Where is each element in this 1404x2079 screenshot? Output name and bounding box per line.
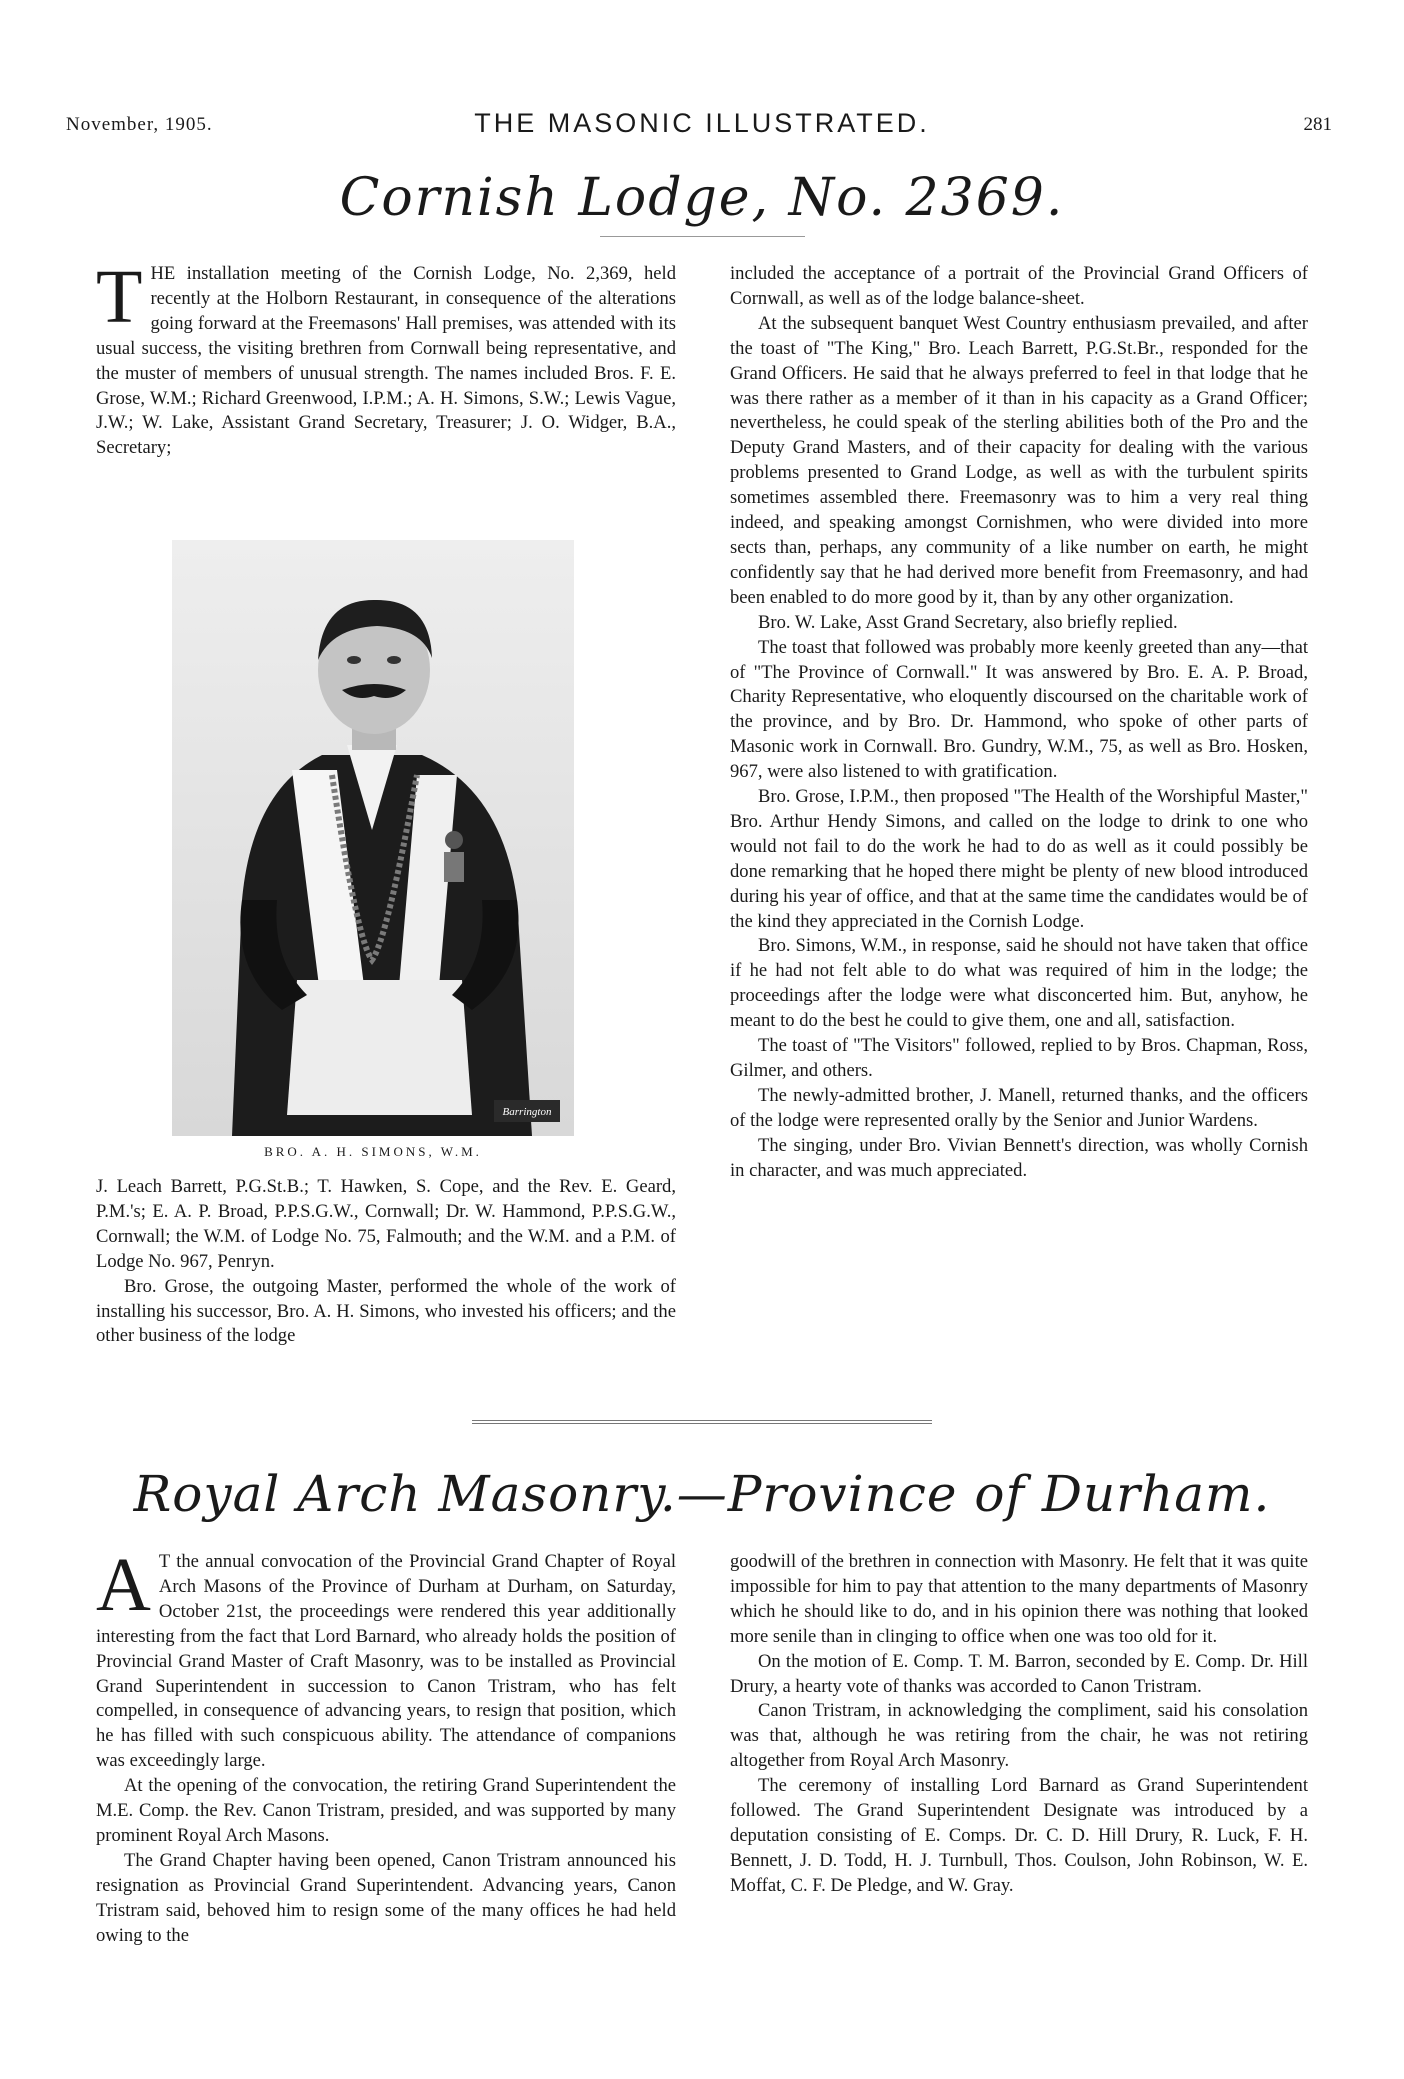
article1-right-column <box>730 262 1308 1184</box>
paragraph: The singing, under Bro. Vivian Bennett's direction, was wholly Cornish in character, and was much appreciated. <box>730 1134 1308 1181</box>
article1-left-after <box>96 1175 676 1349</box>
intro-paragraph <box>96 1543 676 1774</box>
paragraph: The toast that followed was probably more keenly greeted than any—that of "The Province of Cornwall." It was answered by Bro. E. A. P. Broad, Charity Representative, who eloquently discoursed on the charitable work of the province, and by Bro. Dr. Hammond, who spoke of other parts of Masonic work in Cornwall. Bro. Gundry, W.M., 75, as well as Bro. Hosken, 967, were also listened to with gratification. <box>730 636 1308 783</box>
paragraph: J. Leach Barrett, P.G.St.B.; T. Hawken, S. Cope, and the Rev. E. Geard, P.M.'s; E. A. P. Broad, P.P.S.G.W., Cornwall; Dr. W. Hammond, P.P.S.G.W., Cornwall; the W.M. of Lodge No. 75, Falmouth; and the W.M. and a P.M. of Lodge No. 967, Penryn. <box>96 1176 676 1272</box>
article2-right-column <box>730 1550 1308 1899</box>
paragraph: At the opening of the convocation, the retiring Grand Superintendent the M.E. Comp. the Rev. Canon Tristram, presided, and was supported by many prominent Royal Arch Masons. <box>96 1775 676 1846</box>
paragraph: The toast of "The Visitors" followed, replied to by Bros. Chapman, Ross, Gilmer, and others. <box>730 1035 1308 1081</box>
paragraph: On the motion of E. Comp. T. M. Barron, seconded by E. Comp. Dr. Hill Drury, a hearty vote of thanks was accorded to Canon Tristram. <box>730 1650 1308 1697</box>
paragraph: The newly-admitted brother, J. Manell, returned thanks, and the officers of the lodge were represented orally by the Senior and Junior Wardens. <box>730 1084 1308 1131</box>
portrait-caption: BRO. A. H. SIMONS, W.M. <box>264 1144 482 1159</box>
paragraph: included the acceptance of a portrait of the Provincial Grand Officers of Cornwall, as well as of the lodge balance-sheet. <box>730 263 1308 309</box>
intro-text: T the annual convocation of the Provincial Grand Chapter of Royal Arch Masons of the Province of Durham at Durham, on Saturday, October 21st, the proceedings were rendered this year additionally interesting from the fact that Lord Barnard, who already holds the position of Provincial Grand Master of Craft Masonry, was to be installed as Provincial Grand Superintendent in succession to Canon Tristram, who has felt compelled, in consequence of advancing years, to resign that position, which he has filled with such conspicuous ability. The attendance of companions was exceedingly large. <box>96 1551 676 1772</box>
article-title-cornish-lodge: Cornish Lodge, No. 2369. <box>339 168 1065 228</box>
paragraph: The Grand Chapter having been opened, Canon Tristram announced his resignation as Provincial Grand Superintendent. Advancing years, Canon Tristram said, behoved him to resign some of the many offices he had held owing to the <box>96 1849 676 1946</box>
article1-left-intro <box>96 255 676 461</box>
portrait-illustration <box>172 540 574 1136</box>
running-head <box>0 108 1404 148</box>
issue-date: November, 1905. <box>66 114 213 135</box>
article-title-royal-arch: Royal Arch Masonry.—Province of Durham. <box>133 1465 1271 1523</box>
portrait-photo <box>172 540 574 1136</box>
paragraph: Bro. W. Lake, Asst Grand Secretary, also briefly replied. <box>758 611 1178 633</box>
paragraph: Canon Tristram, in acknowledging the compliment, said his consolation was that, although he was retiring from the chair, he was not retiring altogether from Royal Arch Masonry. <box>730 1700 1308 1772</box>
paragraph: At the subsequent banquet West Country enthusiasm prevailed, and after the toast of "The King," Bro. Leach Barrett, P.G.St.Br., responded for the Grand Officers. He said that he always preferred to feel in that lodge that he was there rather as a member of it than in his capacity as a Grand Officer; nevertheless, he could speak of the sterling abilities both of the Pro and the Deputy Grand Masters, and of their capacity for dealing with the various problems presented to Grand Lodge, as well as with the turbulent spirits sometimes assembled there. Freemasonry was to him a very real thing indeed, and speaking amongst Cornishmen, who were divided into more sects than, perhaps, any community of a like number on earth, he might confidently say that he had derived more benefit from Freemasonry, and had been enabled to do more good by it, than by any other organization. <box>730 312 1308 608</box>
drop-cap: A <box>96 1543 151 1627</box>
paragraph: Bro. Grose, I.P.M., then proposed "The Health of the Worshipful Master," Bro. Arthur Hendy Simons, and called on the lodge to drink to one who would not fail to do the work he had to do as well as it could possibly be done remarking that he hoped there might be plenty of new blood introduced during his year of office, and that at the same time the candidates would be of the kind they appreciated in the Cornish Lodge. <box>730 786 1308 932</box>
paragraph: Bro. Grose, the outgoing Master, performed the whole of the work of installing his successor, Bro. A. H. Simons, who invested his officers; and the other business of the lodge <box>96 1275 676 1347</box>
paragraph: Bro. Simons, W.M., in response, said he should not have taken that office if he had not felt able to do what was required of him in the lodge; the proceedings after the lodge were what disconcerted him. But, anyhow, he meant to do the best he could to give them, one and all, satisfaction. <box>730 935 1308 1032</box>
article2-left-column <box>96 1543 676 1949</box>
intro-text: HE installation meeting of the Cornish Lodge, No. 2,369, held recently at the Holborn Restaurant, in consequence of the alterations going forward at the Freemasons' Hall premises, was attended with its usual success, the visiting brethren from Cornwall being representative, and the muster of members of unusual strength. The names included Bros. F. E. Grose, W.M.; Richard Greenwood, I.P.M.; A. H. Simons, S.W.; Lewis Vague, J.W.; W. Lake, Assistant Grand Secretary, Treasurer; J. O. Widger, B.A., Secretary; <box>96 263 676 459</box>
photo-credit: Barrington <box>502 1106 552 1118</box>
paragraph: The ceremony of installing Lord Barnard as Grand Superintendent followed. The Grand Superintendent Designate was introduced by a deputation consisting of E. Comps. Dr. C. D. Hill Drury, R. Luck, F. H. Bennett, J. D. Todd, H. J. Turnbull, Thos. Coulson, John Robinson, W. E. Moffat, C. F. De Pledge, and W. Gray. <box>730 1775 1308 1896</box>
page-number: 281 <box>1303 114 1332 135</box>
magazine-title: THE MASONIC ILLUSTRATED. <box>474 108 930 138</box>
drop-cap: T <box>96 255 143 339</box>
article-separator <box>472 1420 932 1424</box>
intro-paragraph <box>96 255 676 461</box>
title-underline <box>600 236 805 237</box>
paragraph: goodwill of the brethren in connection with Masonry. He felt that it was quite impossible for him to pay that attention to the many departments of Masonry which he should like to do, and in his opinion there was nothing that looked more senile than in clinging to office when one was too old for it. <box>730 1551 1308 1647</box>
